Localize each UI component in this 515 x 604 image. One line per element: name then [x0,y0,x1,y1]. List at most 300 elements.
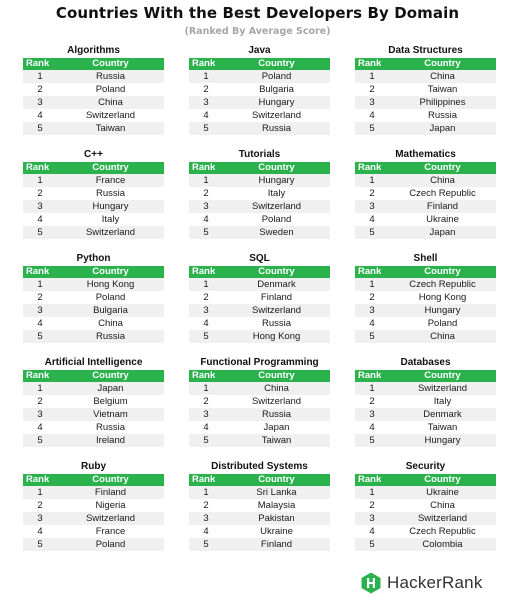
country-cell: Switzerland [85,513,136,524]
table-row [23,512,164,525]
rank-cell: 5 [203,123,209,134]
domain-table [189,252,330,343]
country-column-header: Country [92,474,129,485]
table-row [355,109,496,122]
country-cell: Hungary [258,97,295,108]
domain-table [189,460,330,551]
table-row [355,278,496,291]
domain-tables-grid [23,44,495,551]
rank-cell: 1 [37,487,43,498]
rank-cell: 3 [37,97,43,108]
rank-cell: 3 [369,201,375,212]
table-row [189,96,330,109]
domain-title: Python [76,253,111,264]
rank-cell: 1 [369,487,375,498]
rank-cell: 1 [369,71,375,82]
rank-cell: 4 [369,422,375,433]
rank-cell: 3 [203,201,209,212]
rank-cell: 4 [369,526,375,537]
rank-column-header: Rank [26,266,50,277]
table-row [23,174,164,187]
rank-cell: 1 [369,175,375,186]
table-header [189,162,330,174]
rank-cell: 5 [37,331,43,342]
table-row [23,304,164,317]
country-cell: Hong Kong [252,331,301,342]
rank-column-header: Rank [358,162,382,173]
table-row [189,538,330,551]
table-row [23,382,164,395]
country-cell: Italy [101,214,120,225]
rank-cell: 5 [203,331,209,342]
table-row [23,434,164,447]
country-cell: Ukraine [426,214,459,225]
rank-cell: 5 [369,227,375,238]
country-cell: Denmark [423,409,462,420]
country-cell: Philippines [419,97,466,108]
rank-cell: 3 [369,409,375,420]
rank-column-header: Rank [26,58,50,69]
country-column-header: Country [92,58,129,69]
table-row [189,213,330,226]
rank-column-header: Rank [192,370,216,381]
table-row [23,330,164,343]
rank-cell: 5 [369,435,375,446]
table-row [355,538,496,551]
rank-cell: 3 [37,513,43,524]
rank-column-header: Rank [26,162,50,173]
rank-cell: 4 [369,318,375,329]
hackerrank-logo [360,572,483,594]
table-row [355,226,496,239]
rank-cell: 5 [203,435,209,446]
table-row [23,499,164,512]
table-row [355,70,496,83]
rank-cell: 5 [37,227,43,238]
domain-title: Ruby [81,461,106,472]
domain-table [23,148,164,239]
rank-cell: 3 [37,201,43,212]
rank-cell: 5 [37,123,43,134]
country-cell: Taiwan [261,435,292,446]
table-row [355,330,496,343]
country-column-header: Country [258,162,295,173]
domain-title: Mathematics [395,149,456,160]
rank-column-header: Rank [192,266,216,277]
page-subtitle: (Ranked By Average Score) [184,26,331,37]
rank-cell: 3 [203,513,209,524]
country-cell: Switzerland [251,305,302,316]
rank-cell: 4 [203,110,209,121]
table-row [189,291,330,304]
country-cell: Taiwan [95,123,126,134]
country-cell: Hungary [258,175,295,186]
rank-cell: 1 [37,279,43,290]
table-row [23,187,164,200]
table-row [355,525,496,538]
rank-cell: 3 [369,513,375,524]
country-column-header: Country [424,474,461,485]
country-cell: Poland [261,214,292,225]
rank-cell: 4 [369,110,375,121]
table-row [189,382,330,395]
country-column-header: Country [424,370,461,381]
table-row [23,109,164,122]
country-cell: Finland [426,201,459,212]
rank-cell: 2 [203,396,209,407]
domain-title: Tutorials [238,149,281,160]
rank-cell: 2 [37,500,43,511]
table-row [355,213,496,226]
table-row [355,421,496,434]
country-cell: Malaysia [257,500,296,511]
country-cell: Japan [97,383,124,394]
rank-cell: 2 [37,84,43,95]
table-header [23,370,164,382]
table-row [189,200,330,213]
country-cell: Russia [261,409,292,420]
country-cell: Colombia [422,539,463,550]
rank-cell: 5 [203,227,209,238]
rank-column-header: Rank [358,474,382,485]
country-column-header: Country [92,370,129,381]
rank-cell: 2 [369,396,375,407]
table-row [189,278,330,291]
table-row [23,395,164,408]
table-row [23,83,164,96]
country-cell: Denmark [257,279,296,290]
country-cell: Switzerland [251,110,302,121]
domain-table [23,460,164,551]
domain-table [189,356,330,447]
rank-cell: 1 [203,487,209,498]
country-cell: Sweden [259,227,294,238]
domain-title: Algorithms [67,45,120,56]
table-row [23,408,164,421]
rank-cell: 2 [203,84,209,95]
country-cell: Taiwan [427,84,458,95]
table-row [189,122,330,135]
rank-cell: 2 [203,292,209,303]
table-header [355,58,496,70]
table-header [23,474,164,486]
country-cell: Ukraine [260,526,293,537]
rank-cell: 2 [37,396,43,407]
rank-column-header: Rank [26,370,50,381]
domain-table [23,356,164,447]
table-row [23,317,164,330]
country-cell: China [98,97,123,108]
country-cell: Switzerland [251,396,302,407]
rank-cell: 2 [37,188,43,199]
country-cell: Switzerland [85,227,136,238]
country-cell: Czech Republic [409,188,476,199]
rank-cell: 1 [37,383,43,394]
country-cell: Switzerland [85,110,136,121]
domain-table [355,356,496,447]
table-header [189,474,330,486]
table-row [355,408,496,421]
country-cell: Hong Kong [418,292,467,303]
table-row [189,109,330,122]
country-cell: Poland [427,318,458,329]
country-cell: France [95,175,126,186]
country-cell: Bulgaria [93,305,128,316]
domain-table [355,148,496,239]
rank-cell: 2 [203,188,209,199]
rank-cell: 4 [37,422,43,433]
country-cell: Poland [95,84,126,95]
table-row [23,226,164,239]
table-row [23,525,164,538]
country-column-header: Country [92,162,129,173]
hackerrank-hex-icon [360,572,382,594]
rank-cell: 2 [369,188,375,199]
country-cell: Italy [267,188,286,199]
country-column-header: Country [424,266,461,277]
table-header [23,266,164,278]
rank-cell: 1 [203,71,209,82]
country-cell: Poland [261,71,292,82]
domain-table [23,252,164,343]
country-cell: Sri Lanka [256,487,297,498]
table-row [23,278,164,291]
country-cell: Finland [260,539,293,550]
rank-cell: 4 [37,318,43,329]
table-row [355,499,496,512]
rank-column-header: Rank [358,58,382,69]
country-cell: Pakistan [258,513,295,524]
country-cell: Japan [429,123,456,134]
rank-cell: 5 [369,123,375,134]
rank-cell: 1 [203,383,209,394]
rank-cell: 4 [203,318,209,329]
country-cell: Bulgaria [259,84,294,95]
rank-column-header: Rank [358,370,382,381]
table-row [23,200,164,213]
country-cell: China [98,318,123,329]
country-cell: Czech Republic [409,279,476,290]
table-row [23,213,164,226]
table-row [355,304,496,317]
rank-cell: 5 [37,435,43,446]
table-header [23,58,164,70]
table-row [189,304,330,317]
rank-cell: 2 [369,500,375,511]
rank-cell: 4 [37,214,43,225]
table-row [189,330,330,343]
domain-title: Artificial Intelligence [44,357,143,368]
rank-cell: 3 [37,305,43,316]
rank-column-header: Rank [358,266,382,277]
country-cell: Finland [260,292,293,303]
table-row [355,83,496,96]
rank-cell: 5 [203,539,209,550]
rank-cell: 4 [37,526,43,537]
domain-title: Shell [413,253,438,264]
domain-title: Distributed Systems [211,461,308,472]
country-cell: Russia [95,331,126,342]
rank-cell: 2 [369,292,375,303]
rank-cell: 1 [37,71,43,82]
rank-cell: 5 [369,539,375,550]
table-row [189,499,330,512]
domain-title: Java [248,45,271,56]
table-row [23,538,164,551]
table-row [23,70,164,83]
table-header [355,162,496,174]
table-row [355,187,496,200]
table-row [355,382,496,395]
country-cell: Japan [263,422,290,433]
table-row [23,486,164,499]
table-row [355,512,496,525]
rank-cell: 3 [203,97,209,108]
country-column-header: Country [424,58,461,69]
table-row [189,486,330,499]
rank-cell: 1 [369,279,375,290]
domain-table [23,44,164,135]
table-header [189,266,330,278]
country-cell: Hungary [424,435,461,446]
table-header [355,266,496,278]
domain-table [355,460,496,551]
table-row [355,486,496,499]
table-row [23,96,164,109]
domain-table [355,252,496,343]
table-row [23,421,164,434]
country-cell: Belgium [93,396,128,407]
rank-cell: 4 [369,214,375,225]
table-row [355,200,496,213]
rank-cell: 5 [37,539,43,550]
rank-cell: 1 [369,383,375,394]
table-row [355,291,496,304]
table-row [189,226,330,239]
rank-cell: 2 [369,84,375,95]
table-header [189,370,330,382]
country-cell: China [430,500,455,511]
rank-cell: 1 [203,279,209,290]
table-row [189,174,330,187]
country-column-header: Country [258,474,295,485]
country-cell: Poland [95,539,126,550]
table-row [355,122,496,135]
country-column-header: Country [258,266,295,277]
table-header [355,370,496,382]
domain-title: Security [405,461,446,472]
country-cell: Ireland [95,435,126,446]
rank-cell: 5 [369,331,375,342]
country-cell: Russia [261,318,292,329]
table-row [23,122,164,135]
rank-cell: 4 [37,110,43,121]
rank-cell: 3 [369,97,375,108]
rank-column-header: Rank [26,474,50,485]
country-cell: Italy [433,396,452,407]
country-cell: China [430,331,455,342]
rank-cell: 2 [203,500,209,511]
country-cell: Czech Republic [409,526,476,537]
table-header [189,58,330,70]
country-cell: China [264,383,289,394]
logo-text: HackerRank [387,573,483,592]
domain-title: SQL [249,253,270,264]
country-cell: Hong Kong [86,279,135,290]
table-row [189,83,330,96]
table-row [189,512,330,525]
country-cell: Poland [95,292,126,303]
domain-title: C++ [84,149,103,160]
rank-cell: 1 [203,175,209,186]
table-header [355,474,496,486]
domain-table [189,148,330,239]
table-row [189,187,330,200]
country-cell: China [430,71,455,82]
country-column-header: Country [258,58,295,69]
country-cell: Ukraine [426,487,459,498]
table-row [189,317,330,330]
domain-title: Data Structures [388,45,463,56]
table-row [189,395,330,408]
country-cell: Japan [429,227,456,238]
domain-table [355,44,496,135]
table-row [355,96,496,109]
rank-cell: 4 [203,214,209,225]
table-row [189,421,330,434]
country-cell: Russia [95,188,126,199]
table-row [189,408,330,421]
rank-cell: 1 [37,175,43,186]
rank-cell: 2 [37,292,43,303]
country-cell: Russia [95,71,126,82]
rank-cell: 3 [369,305,375,316]
country-cell: Hungary [424,305,461,316]
rank-cell: 4 [203,422,209,433]
table-row [189,525,330,538]
rank-column-header: Rank [192,474,216,485]
country-cell: Finland [94,487,127,498]
table-row [23,291,164,304]
table-row [355,395,496,408]
country-cell: Switzerland [417,383,468,394]
table-header [23,162,164,174]
page-title: Countries With the Best Developers By Domain [55,4,460,22]
table-row [355,317,496,330]
rank-column-header: Rank [192,162,216,173]
table-row [189,434,330,447]
rank-column-header: Rank [192,58,216,69]
domain-table [189,44,330,135]
country-cell: Russia [427,110,458,121]
table-row [189,70,330,83]
country-cell: Vietnam [93,409,128,420]
country-column-header: Country [258,370,295,381]
country-column-header: Country [92,266,129,277]
country-column-header: Country [424,162,461,173]
country-cell: Hungary [92,201,129,212]
country-cell: Nigeria [95,500,126,511]
table-row [355,434,496,447]
rank-cell: 3 [203,409,209,420]
country-cell: Switzerland [417,513,468,524]
table-row [355,174,496,187]
country-cell: France [95,526,126,537]
country-cell: China [430,175,455,186]
country-cell: Taiwan [427,422,458,433]
rank-cell: 3 [37,409,43,420]
domain-title: Databases [400,357,451,368]
